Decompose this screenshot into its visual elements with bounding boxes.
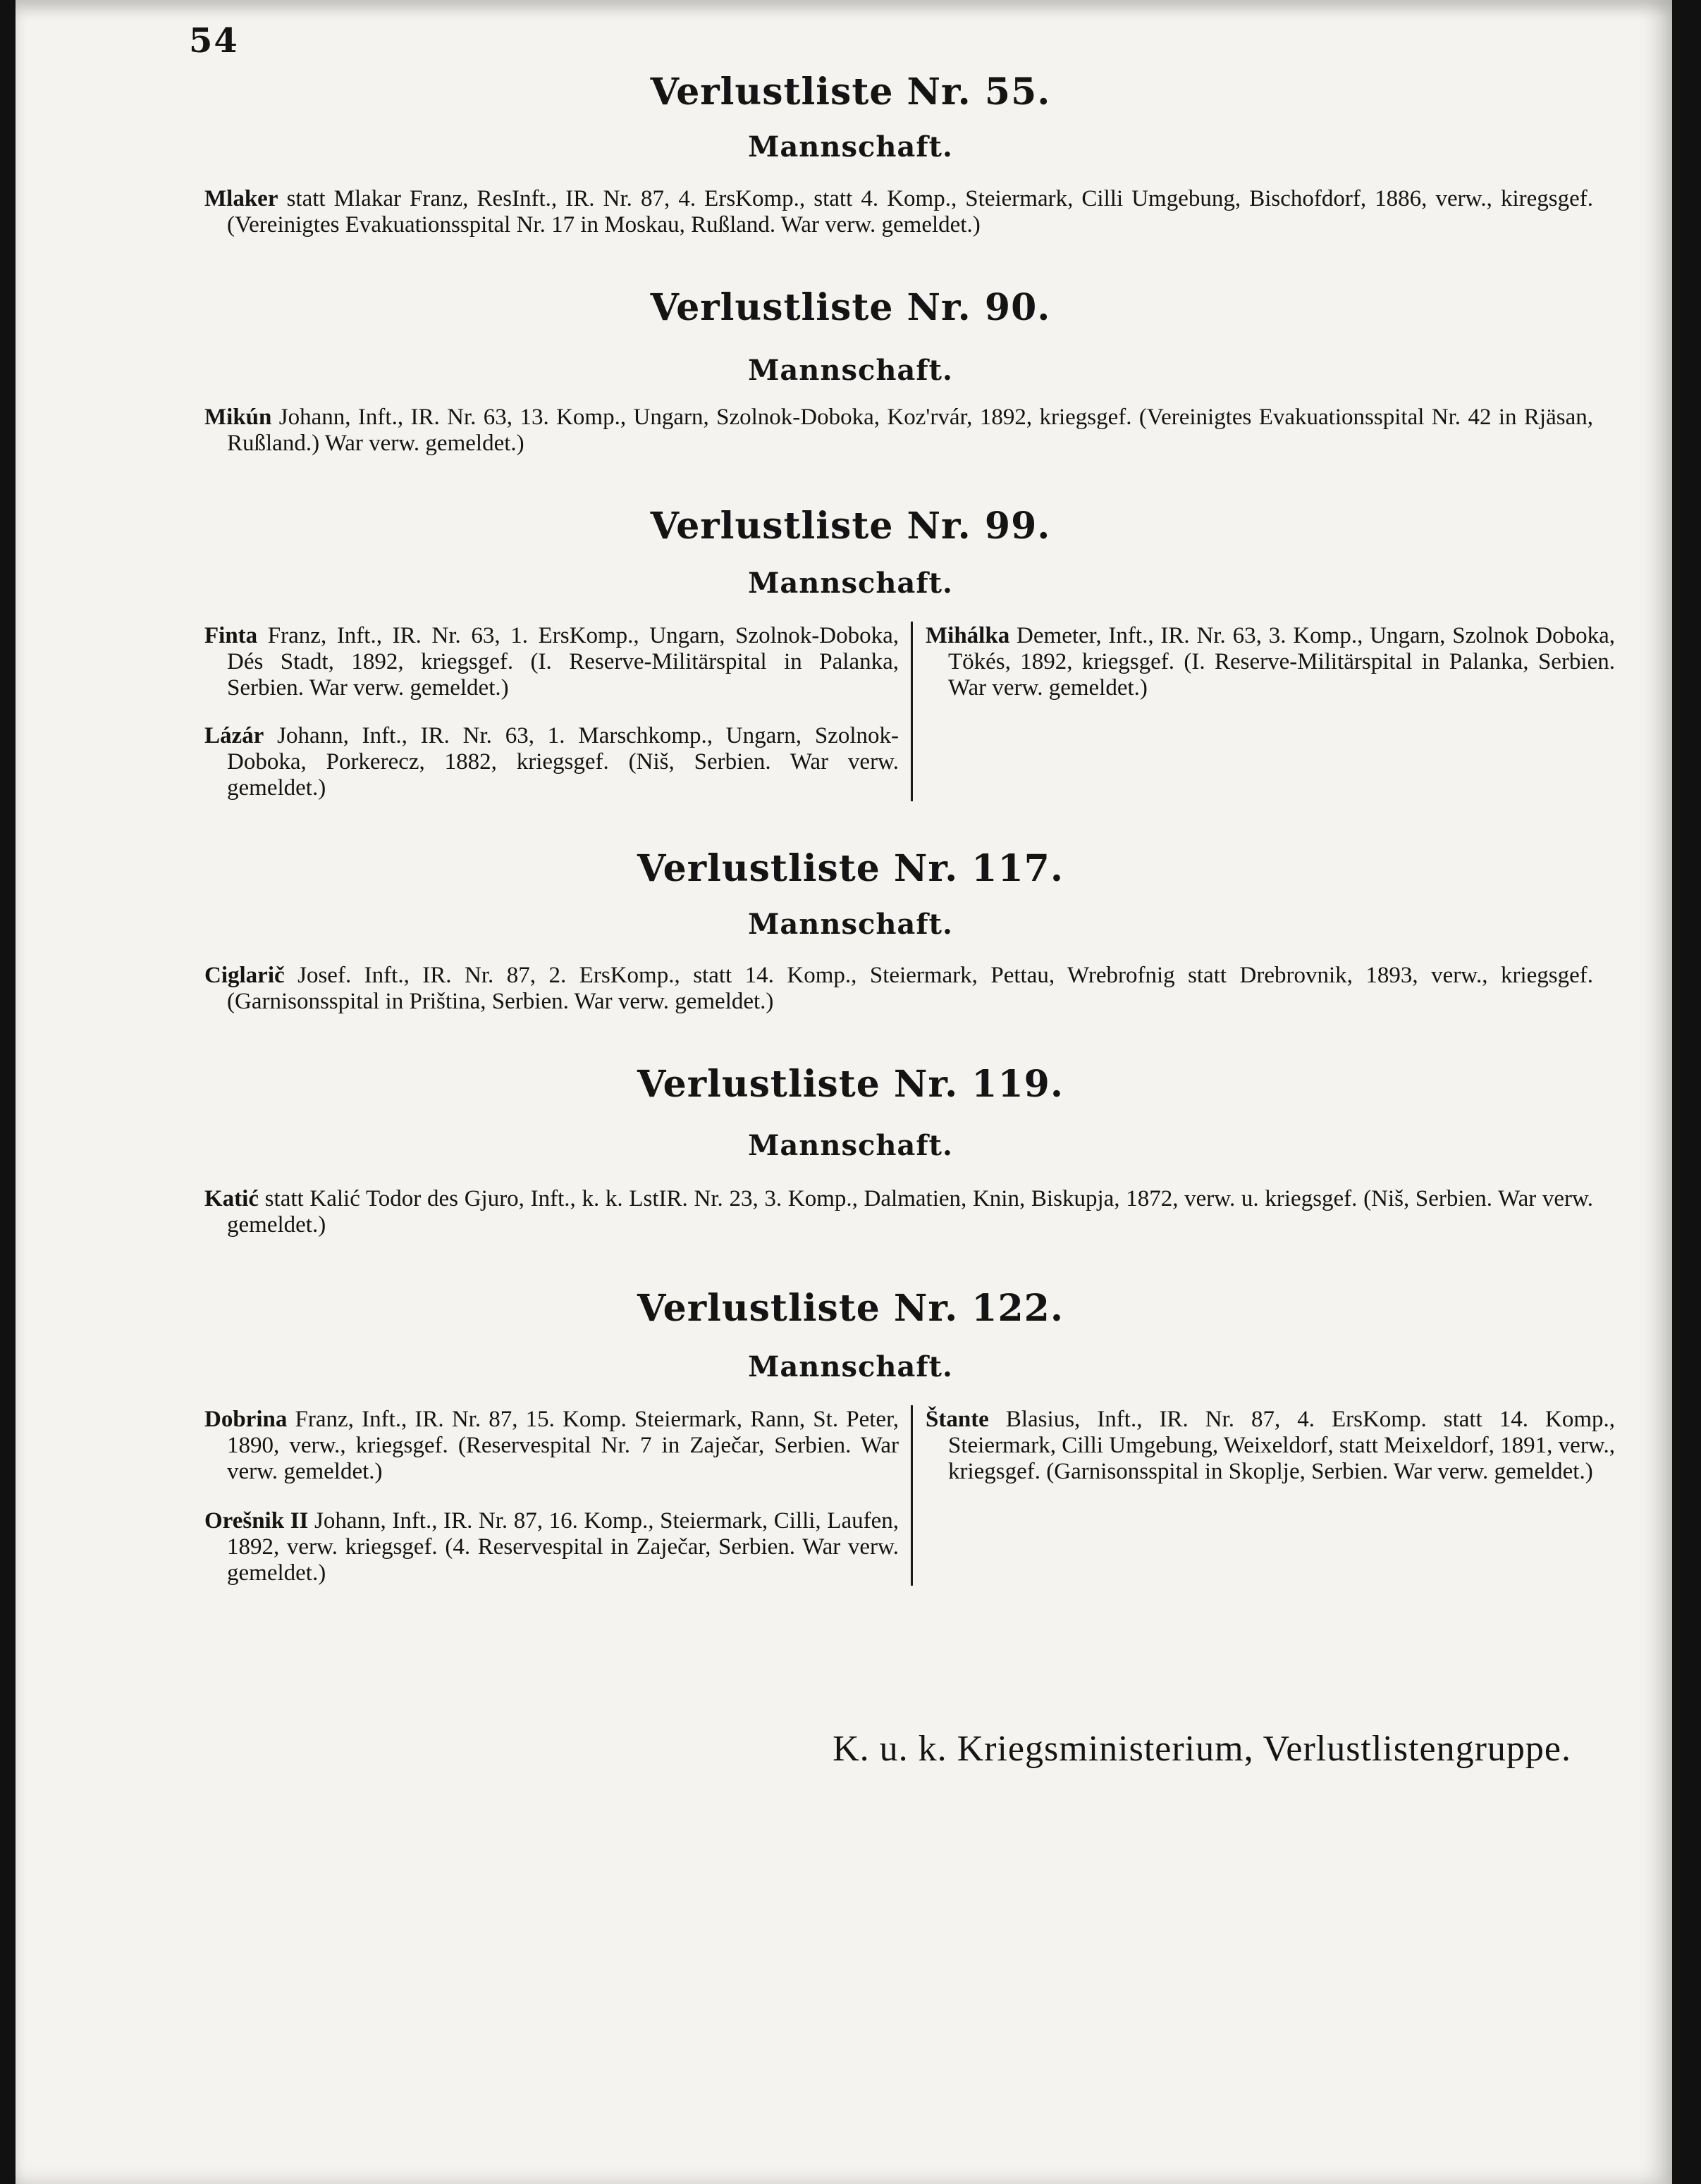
- column-divider: [911, 1405, 913, 1586]
- entry-text: Johann, Inft., IR. Nr. 87, 16. Komp., Steiermark, Cilli, Laufen, 1892, verw. kriegsgef. (4. Reservespital in Zaječar, Serbien. War verw. gemeldet.): [227, 1508, 899, 1586]
- section-subtitle-55: Mannschaft.: [748, 130, 953, 164]
- section-title-117: Verlustliste Nr. 117.: [637, 847, 1064, 890]
- entry-name: Orešnik II: [204, 1508, 309, 1534]
- entry-name: Dobrina: [204, 1407, 288, 1432]
- entry-text: Demeter, Inft., IR. Nr. 63, 3. Komp., Ungarn, Szolnok Doboka, Tökés, 1892, kriegsgef. (I. Reserve-Militärspital in Palanka, Serbien. War verw. gemeldet.): [948, 623, 1615, 701]
- entry-text: Franz, Inft., IR. Nr. 63, 1. ErsKomp., Ungarn, Szolnok-Doboka, Dés Stadt, 1892, kriegsgef. (I. Reserve-Militärspital in Palanka, Serbien. War verw. gemeldet.): [227, 623, 899, 701]
- entry-katic: [204, 1186, 1593, 1238]
- entry-mlaker: [204, 186, 1593, 238]
- section-subtitle-119: Mannschaft.: [748, 1129, 953, 1162]
- entry-text: statt Kalić Todor des Gjuro, Inft., k. k. LstIR. Nr. 23, 3. Komp., Dalmatien, Knin, Biskupja, 1872, verw. u. kriegsgef. (Niš, Serbien. War verw. gemeldet.): [227, 1186, 1593, 1238]
- entry-text: Johann, Inft., IR. Nr. 63, 13. Komp., Ungarn, Szolnok-Doboka, Koz'rvár, 1892, kriegsgef. (Vereinigtes Evakuationsspital Nr. 42 in Rjäsan, Rußland.) War verw. gemeldet.): [227, 405, 1593, 456]
- section-title-55: Verlustliste Nr. 55.: [650, 70, 1051, 113]
- entry-name: Ciglarič: [204, 963, 285, 988]
- section-subtitle-99: Mannschaft.: [748, 567, 953, 600]
- entry-name: Lázár: [204, 723, 264, 748]
- entry-text: statt Mlakar Franz, ResInft., IR. Nr. 87, 4. ErsKomp., statt 4. Komp., Steiermark, Cilli Umgebung, Bischofdorf, 1886, verw., kiregsgef. (Vereinigtes Evakuationsspital Nr. 17 in Moskau, Rußland. War verw. gemeldet.): [227, 186, 1593, 237]
- entry-ciglaric: [204, 963, 1593, 1015]
- entry-dobrina: [204, 1407, 899, 1485]
- entry-name: Katić: [204, 1186, 259, 1211]
- entry-mikun: [204, 405, 1593, 457]
- entry-mihalka: [926, 623, 1615, 701]
- entry-lazar: [204, 723, 899, 801]
- section-title-119: Verlustliste Nr. 119.: [637, 1063, 1064, 1106]
- entry-name: Finta: [204, 623, 258, 648]
- signature-line: K. u. k. Kriegsministerium, Verlustlistengruppe.: [833, 1729, 1571, 1769]
- section-subtitle-122: Mannschaft.: [748, 1350, 953, 1383]
- entry-text: Johann, Inft., IR. Nr. 63, 1. Marschkomp., Ungarn, Szolnok-Doboka, Porkerecz, 1882, kriegsgef. (Niš, Serbien. War verw. gemeldet.): [227, 723, 899, 801]
- entry-text: Josef. Inft., IR. Nr. 87, 2. ErsKomp., statt 14. Komp., Steiermark, Pettau, Wrebrofnig statt Drebrovnik, 1893, verw., kriegsgef. (Garnisonsspital in Priština, Serbien. War verw. gemeldet.): [227, 963, 1593, 1014]
- section-title-90: Verlustliste Nr. 90.: [650, 286, 1051, 329]
- section-title-122: Verlustliste Nr. 122.: [637, 1287, 1064, 1330]
- entry-name: Mlaker: [204, 186, 278, 211]
- section-subtitle-90: Mannschaft.: [748, 354, 953, 387]
- entry-text: Blasius, Inft., IR. Nr. 87, 4. ErsKomp. statt 14. Komp., Steiermark, Cilli Umgebung, Weixeldorf, statt Meixeldorf, 1891, verw., kriegsgef. (Garnisonsspital in Skoplje, Serbien. War verw. gemeldet.): [948, 1407, 1615, 1484]
- entry-oresnik: [204, 1508, 899, 1586]
- entry-name: Mikún: [204, 405, 272, 430]
- entry-stante: [926, 1407, 1615, 1485]
- entry-name: Mihálka: [926, 623, 1010, 648]
- section-subtitle-117: Mannschaft.: [748, 908, 953, 941]
- page-number: 54: [189, 21, 239, 61]
- entry-text: Franz, Inft., IR. Nr. 87, 15. Komp. Steiermark, Rann, St. Peter, 1890, verw., kriegsgef. (Reservespital Nr. 7 in Zaječar, Serbien. War verw. gemeldet.): [227, 1407, 899, 1484]
- column-divider: [911, 622, 913, 801]
- entry-finta: [204, 623, 899, 701]
- entry-name: Štante: [926, 1407, 989, 1432]
- section-title-99: Verlustliste Nr. 99.: [650, 505, 1051, 548]
